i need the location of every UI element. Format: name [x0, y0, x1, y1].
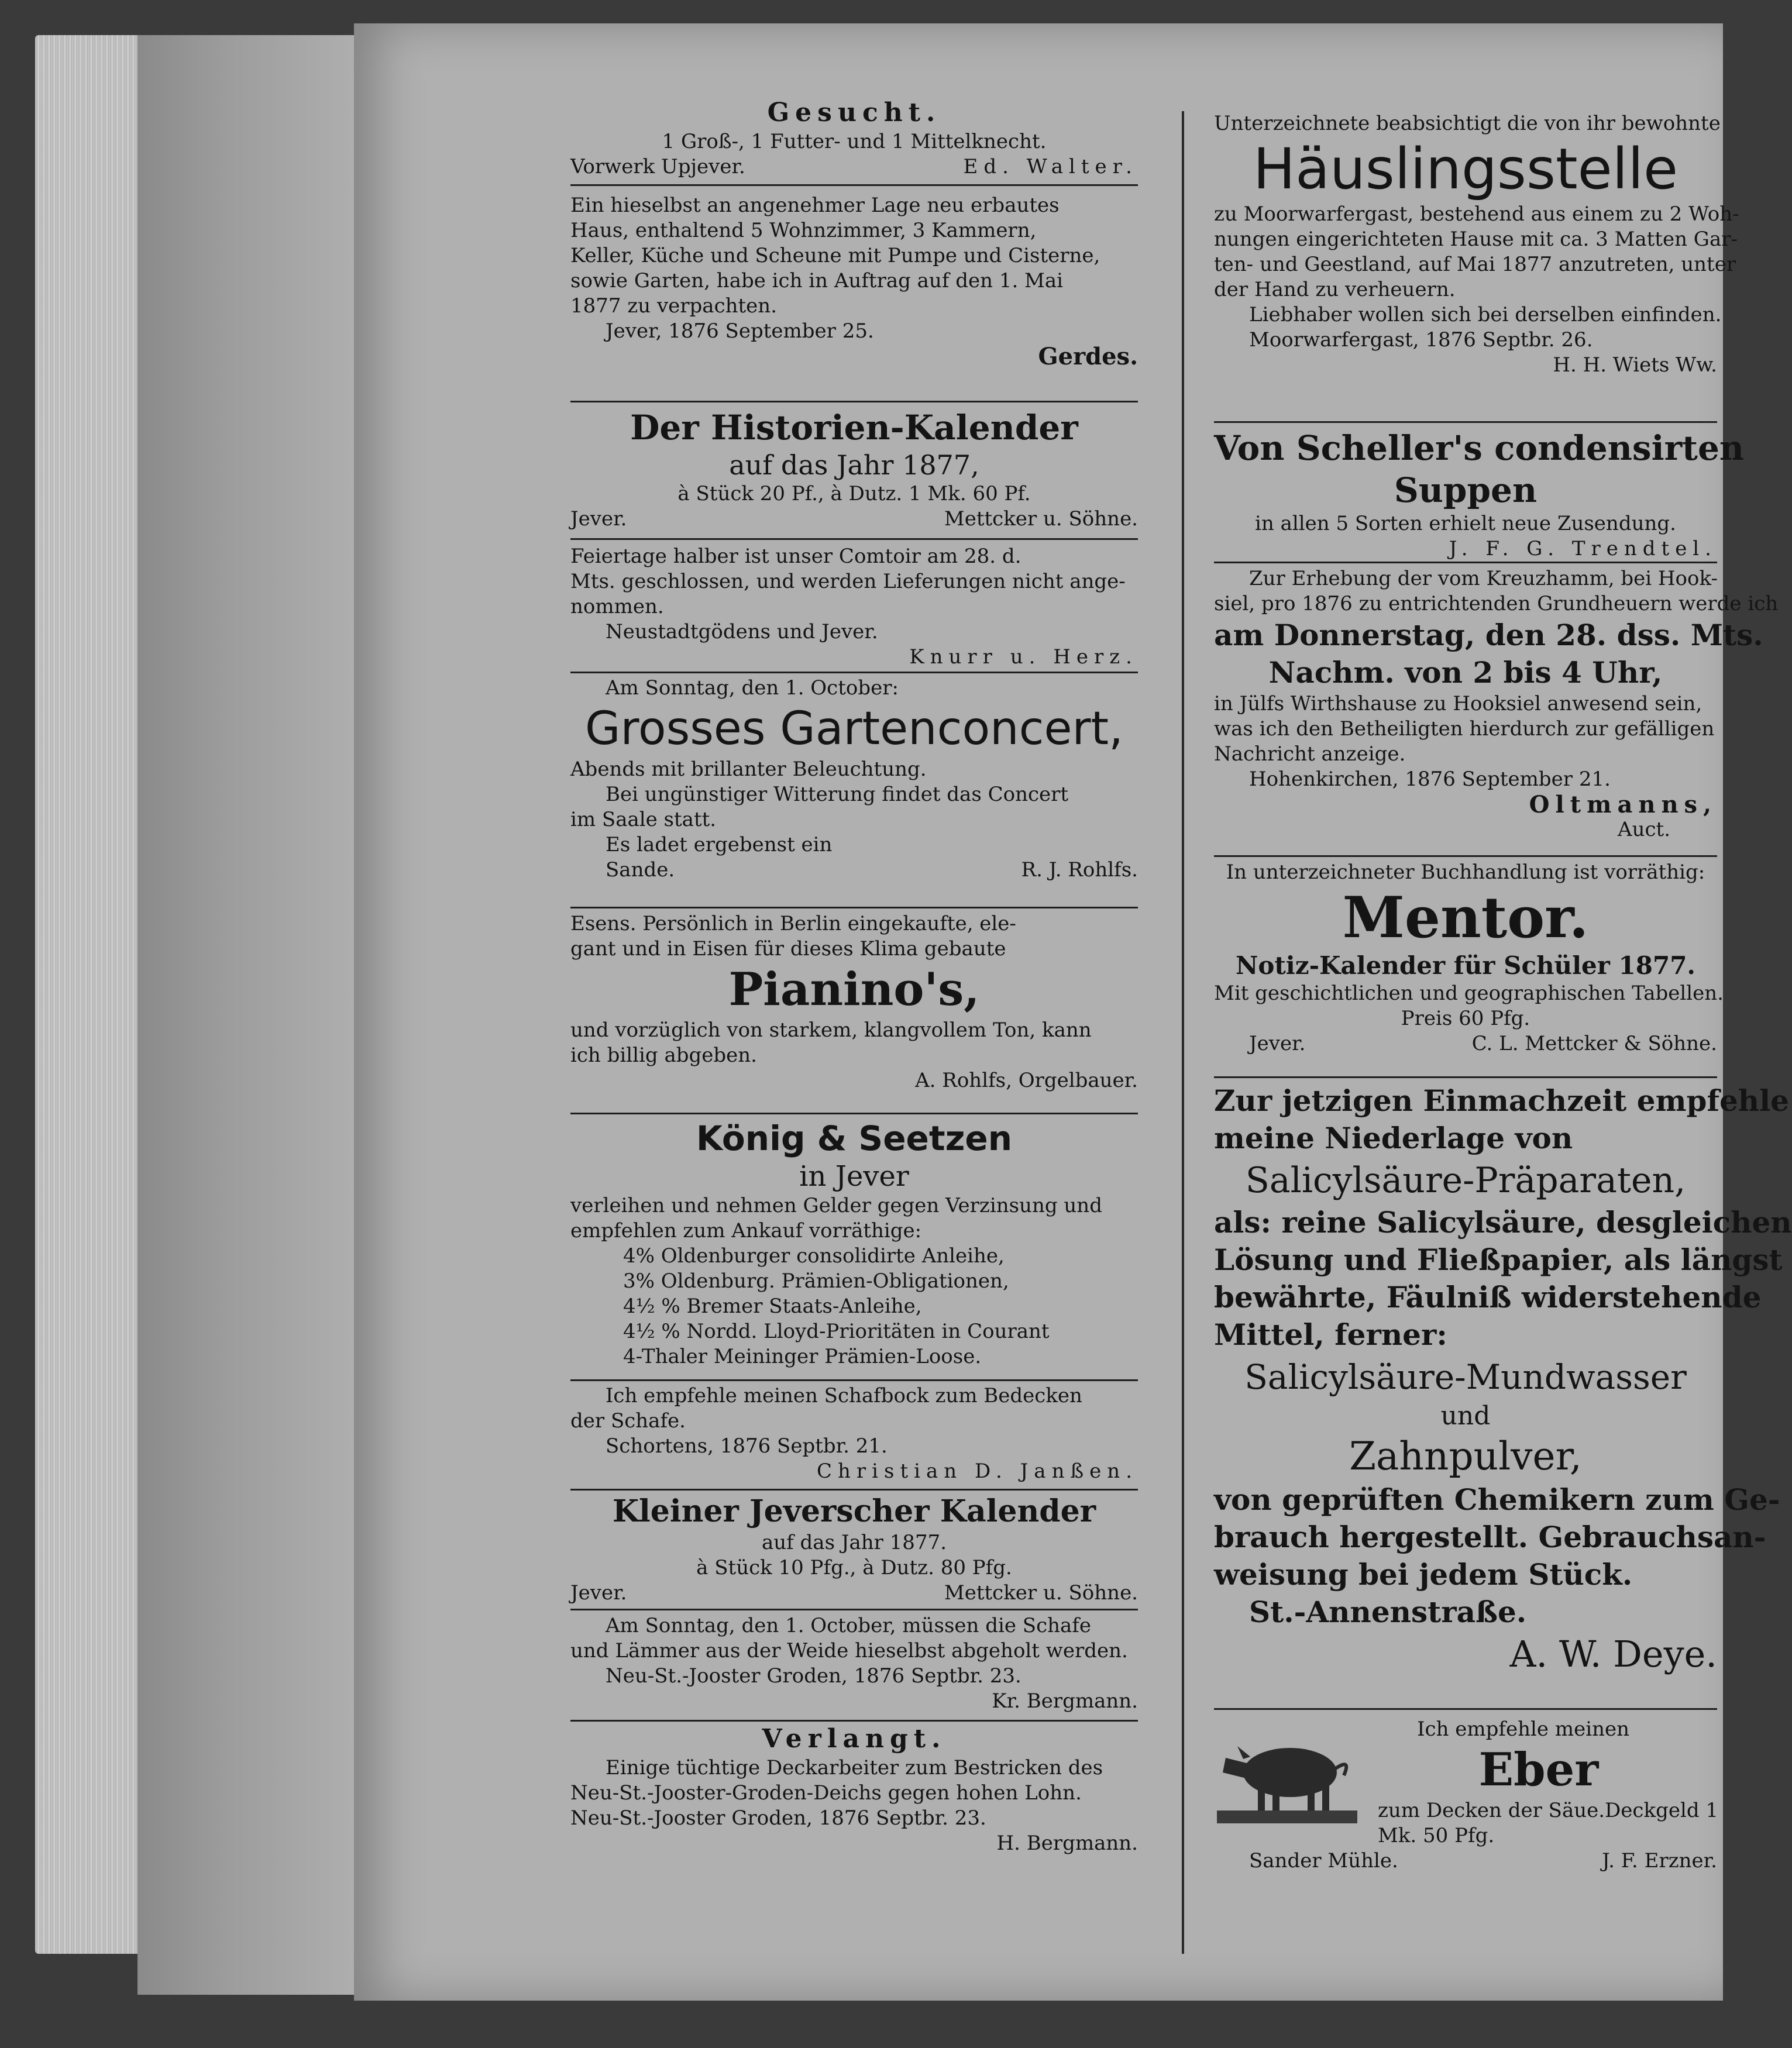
- ad-text: 1 Groß-, 1 Futter- und 1 Mittelknecht.: [662, 130, 1047, 153]
- ad-text-line: Liebhaber wollen sich bei derselben einfinden.: [1249, 303, 1722, 326]
- ad-name: A. Rohlfs, Orgelbauer.: [915, 1069, 1138, 1092]
- ad-title: Pianino's,: [728, 963, 980, 1016]
- ad-place: Sander Mühle.: [1249, 1849, 1398, 1873]
- ad-kleiner-kalender: [570, 1493, 1138, 1606]
- ad-text-line: ten- und Geestland, auf Mai 1877 anzutreten, unter: [1214, 253, 1736, 276]
- ad-text-line: empfehlen zum Ankauf vorräthige:: [570, 1219, 922, 1242]
- ad-date: Neu-St.-Jooster Groden, 1876 Septbr. 23.: [606, 1664, 1021, 1688]
- ad-text-line: in Jülfs Wirthshause zu Hooksiel anwesend sein,: [1214, 692, 1702, 715]
- ad-place: Jever.: [1249, 1032, 1306, 1055]
- ad-text-line: weisung bei jedem Stück.: [1214, 1557, 1633, 1592]
- ad-name: R. J. Rohlfs.: [1021, 858, 1138, 882]
- ad-signature: [570, 858, 1138, 883]
- ad-headline: Zahnpulver,: [1349, 1434, 1582, 1479]
- ad-price: à Stück 20 Pf., à Dutz. 1 Mk. 60 Pf.: [677, 482, 1031, 505]
- ad-text-line: 1877 zu verpachten.: [570, 294, 777, 318]
- ad-name: J. F. Erzner.: [1602, 1849, 1717, 1873]
- ad-feiertage: [570, 544, 1138, 670]
- divider: [570, 1609, 1138, 1610]
- ad-signature: [570, 1581, 1138, 1606]
- ad-name: J. F. G. Trendtel.: [1449, 537, 1717, 560]
- ad-text-line: meine Niederlage von: [1214, 1121, 1573, 1155]
- divider: [570, 1379, 1138, 1381]
- ad-name: Knurr u. Herz.: [909, 645, 1138, 669]
- ad-date: Moorwarfergast, 1876 Septbr. 26.: [1249, 328, 1593, 352]
- ad-haus: [570, 193, 1138, 369]
- ad-title: Kleiner Jeverscher Kalender: [612, 1493, 1096, 1529]
- ad-koenig-seetzen: [570, 1117, 1138, 1369]
- ad-text-line: Neu-St.-Jooster-Groden-Deichs gegen hohen Lohn.: [570, 1781, 1082, 1805]
- ad-name: A. W. Deye.: [1509, 1633, 1717, 1675]
- divider: [1214, 1076, 1717, 1078]
- ad-salicylsaeure: [1214, 1082, 1792, 1678]
- ad-eber: [1214, 1717, 1717, 1910]
- divider: [1214, 1708, 1717, 1710]
- divider: [570, 538, 1138, 540]
- ad-text-line: Keller, Küche und Scheune mit Pumpe und Cisterne,: [570, 244, 1100, 267]
- ad-list-item: 4½ % Nordd. Lloyd-Prioritäten in Courant: [623, 1320, 1050, 1343]
- ad-title-2: Suppen: [1394, 470, 1538, 510]
- ad-text-line: Ein hieselbst an angenehmer Lage neu erbautes: [570, 194, 1060, 217]
- book-page-edges: [35, 35, 137, 1954]
- ad-title: Häuslingsstelle: [1253, 136, 1679, 202]
- ad-text-line: was ich den Betheiligten hierdurch zur gefälligen: [1214, 717, 1715, 741]
- ad-text-line: verleihen und nehmen Gelder gegen Verzinsung und: [570, 1194, 1102, 1217]
- ad-signature: [1214, 1849, 1717, 1874]
- divider: [570, 184, 1138, 186]
- ad-headline: Salicylsäure-Mundwasser: [1244, 1357, 1687, 1397]
- ad-text-line: Es ladet ergebenst ein: [606, 833, 833, 856]
- ad-text-line: der Hand zu verheuern.: [1214, 278, 1456, 301]
- ad-text-line: nommen.: [570, 595, 664, 618]
- ad-name: Mettcker u. Söhne.: [944, 507, 1138, 531]
- ad-text-line: gant und in Eisen für dieses Klima gebaute: [570, 937, 1006, 961]
- ad-title: Eber: [1478, 1743, 1599, 1796]
- ad-gartenconcert: [570, 676, 1138, 883]
- ad-text: in allen 5 Sorten erhielt neue Zusendung.: [1255, 512, 1676, 535]
- ad-name: Gerdes.: [1038, 343, 1138, 370]
- ad-title: König & Seetzen: [696, 1118, 1012, 1158]
- ad-text-line: Am Sonntag, den 1. October, müssen die Schafe: [606, 1614, 1092, 1637]
- divider: [570, 1720, 1138, 1722]
- ad-text-line: ich billig abgeben.: [570, 1044, 757, 1067]
- ad-price: à Stück 10 Pfg., à Dutz. 80 Pfg.: [696, 1556, 1012, 1579]
- ad-place: Vorwerk Upjever.: [570, 155, 745, 178]
- ad-deckgeld: Deckgeld 1: [1605, 1799, 1719, 1822]
- ad-pianino: [570, 911, 1138, 1093]
- ad-title: Grosses Gartenconcert,: [585, 703, 1123, 755]
- ad-subtitle: auf das Jahr 1877,: [729, 449, 979, 481]
- ad-signature: [1214, 1031, 1717, 1056]
- ad-name: Kr. Bergmann.: [992, 1689, 1138, 1713]
- ad-subtitle: Notiz-Kalender für Schüler 1877.: [1235, 951, 1696, 980]
- newspaper-page: [354, 23, 1792, 2001]
- ad-title: Von Scheller's condensirten: [1214, 428, 1745, 468]
- ad-signature: [570, 154, 1138, 180]
- book-spine: [137, 35, 354, 1995]
- ad-role: Auct.: [1618, 818, 1670, 841]
- ad-text-line: Mk. 50 Pfg.: [1378, 1824, 1495, 1847]
- ad-title: Verlangt.: [762, 1724, 947, 1754]
- ad-text-line: Nachricht anzeige.: [1214, 742, 1406, 766]
- ad-text-line: Haus, enthaltend 5 Wohnzimmer, 3 Kammern,: [570, 219, 1037, 242]
- ad-text-line: Mts. geschlossen, und werden Lieferungen nicht ange-: [570, 570, 1126, 593]
- ad-intro: Unterzeichnete beabsichtigt die von ihr bewohnte: [1214, 112, 1721, 135]
- ad-place: Neustadtgödens und Jever.: [606, 620, 878, 643]
- ad-intro: In unterzeichneter Buchhandlung ist vorräthig:: [1226, 860, 1705, 884]
- ad-text-line: im Saale statt.: [570, 808, 717, 831]
- ad-text-line: Ich empfehle meinen Schafbock zum Bedecken: [606, 1384, 1082, 1407]
- ad-intro: Ich empfehle meinen: [1417, 1717, 1629, 1741]
- ad-haeuslingsstelle: [1214, 111, 1739, 378]
- ad-name: Mettcker u. Söhne.: [944, 1581, 1138, 1605]
- ad-date: Neu-St.-Jooster Groden, 1876 Septbr. 23.: [570, 1806, 986, 1830]
- ad-historien-kalender: [570, 407, 1138, 532]
- ad-text-line: und vorzüglich von starkem, klangvollem Ton, kann: [570, 1018, 1092, 1042]
- ad-list-item: 4½ % Bremer Staats-Anleihe,: [623, 1295, 922, 1318]
- divider: [570, 1489, 1138, 1491]
- divider: [1214, 855, 1717, 857]
- ad-text-line: Feiertage halber ist unser Comtoir am 28. d.: [570, 545, 1021, 568]
- ad-list-item: 3% Oldenburg. Prämien-Obligationen,: [623, 1269, 1009, 1293]
- ad-text-line: Mittel, ferner:: [1214, 1317, 1447, 1352]
- ad-date: Jever, 1876 September 25.: [606, 319, 874, 343]
- ad-name: H. H. Wiets Ww.: [1553, 353, 1717, 377]
- ad-name: C. L. Mettcker & Söhne.: [1471, 1032, 1717, 1055]
- ad-schafe: [570, 1613, 1138, 1714]
- ad-bold-line: Nachm. von 2 bis 4 Uhr,: [1268, 655, 1663, 690]
- ad-intro: Am Sonntag, den 1. October:: [606, 676, 899, 700]
- ad-price: Preis 60 Pfg.: [1401, 1007, 1530, 1030]
- ad-list-item: 4% Oldenburger consolidirte Anleihe,: [623, 1244, 1005, 1268]
- column-divider: [1182, 111, 1184, 1954]
- ad-text-line: brauch hergestellt. Gebrauchsan-: [1214, 1520, 1766, 1554]
- ad-text-line: der Schafe.: [570, 1409, 686, 1433]
- ad-text-line: Lösung und Fließpapier, als längst: [1214, 1242, 1783, 1277]
- divider: [1214, 421, 1717, 423]
- ad-subtitle-2: Mit geschichtlichen und geographischen Tabellen.: [1214, 982, 1724, 1005]
- ad-verlangt: [570, 1723, 1138, 1856]
- ad-street: St.-Annenstraße.: [1249, 1595, 1527, 1629]
- ad-text-line: nungen eingerichteten Hause mit ca. 3 Matten Gar-: [1214, 228, 1738, 251]
- ad-bold-line: am Donnerstag, den 28. dss. Mts.: [1214, 618, 1763, 652]
- ad-mentor: [1214, 860, 1724, 1056]
- ad-text-line: Abends mit brillanter Beleuchtung.: [570, 758, 927, 781]
- ad-text-line: sowie Garten, habe ich in Auftrag auf den 1. Mai: [570, 269, 1064, 292]
- ad-place: Jever.: [570, 1581, 627, 1605]
- ad-signature: [570, 507, 1138, 532]
- ad-text-und: und: [1440, 1401, 1491, 1431]
- ad-text-line: und Lämmer aus der Weide hieselbst abgeholt werden.: [570, 1639, 1128, 1663]
- ad-grundheuer: [1214, 566, 1779, 842]
- pig-illustration: [1214, 1717, 1360, 1828]
- ad-gesucht: [570, 97, 1138, 180]
- ad-text: zum Decken der Säue.: [1378, 1799, 1605, 1822]
- ad-title: Der Historien-Kalender: [630, 408, 1078, 448]
- ad-text-line: Zur jetzigen Einmachzeit empfehle: [1214, 1083, 1789, 1118]
- divider: [1214, 562, 1717, 563]
- ad-name: Oltmanns,: [1529, 791, 1717, 818]
- divider: [570, 1113, 1138, 1114]
- divider: [570, 672, 1138, 673]
- ad-text-line: als: reine Salicylsäure, desgleichen: [1214, 1205, 1792, 1240]
- ad-text-line: siel, pro 1876 zu entrichtenden Grundheuern werde ich: [1214, 592, 1779, 615]
- ad-place: Sande.: [606, 858, 675, 882]
- ad-list-item: 4-Thaler Meininger Prämien-Loose.: [623, 1345, 982, 1368]
- ad-date: Schortens, 1876 Septbr. 21.: [606, 1434, 888, 1458]
- ad-text-line: Esens. Persönlich in Berlin eingekaufte, ele-: [570, 912, 1016, 935]
- ad-schafbock: [570, 1383, 1138, 1484]
- divider: [570, 907, 1138, 908]
- ad-headline: Salicylsäure-Präparaten,: [1245, 1160, 1686, 1201]
- ad-name: Christian D. Janßen.: [817, 1460, 1138, 1483]
- ad-title: Mentor.: [1342, 884, 1589, 951]
- ad-text-line: Bei ungünstiger Witterung findet das Concert: [606, 783, 1069, 806]
- ad-subtitle: auf das Jahr 1877.: [761, 1531, 947, 1554]
- ad-subtitle: in Jever: [799, 1160, 909, 1193]
- ad-text-line: bewährte, Fäulniß widerstehende: [1214, 1280, 1762, 1314]
- ad-text-line: von geprüften Chemikern zum Ge-: [1214, 1482, 1780, 1517]
- ad-date: Hohenkirchen, 1876 September 21.: [1249, 767, 1611, 791]
- ad-text-line: Zur Erhebung der vom Kreuzhamm, bei Hook-: [1249, 567, 1718, 590]
- divider: [570, 401, 1138, 402]
- ad-name: H. Bergmann.: [996, 1832, 1138, 1855]
- ad-name: Ed. Walter.: [963, 155, 1138, 178]
- ad-title: Gesucht.: [767, 98, 941, 128]
- ad-place: Jever.: [570, 507, 627, 531]
- ad-suppen: [1214, 427, 1745, 562]
- ad-text-line: zu Moorwarfergast, bestehend aus einem zu 2 Woh-: [1214, 202, 1739, 226]
- ad-text-line: Einige tüchtige Deckarbeiter zum Bestricken des: [606, 1756, 1103, 1779]
